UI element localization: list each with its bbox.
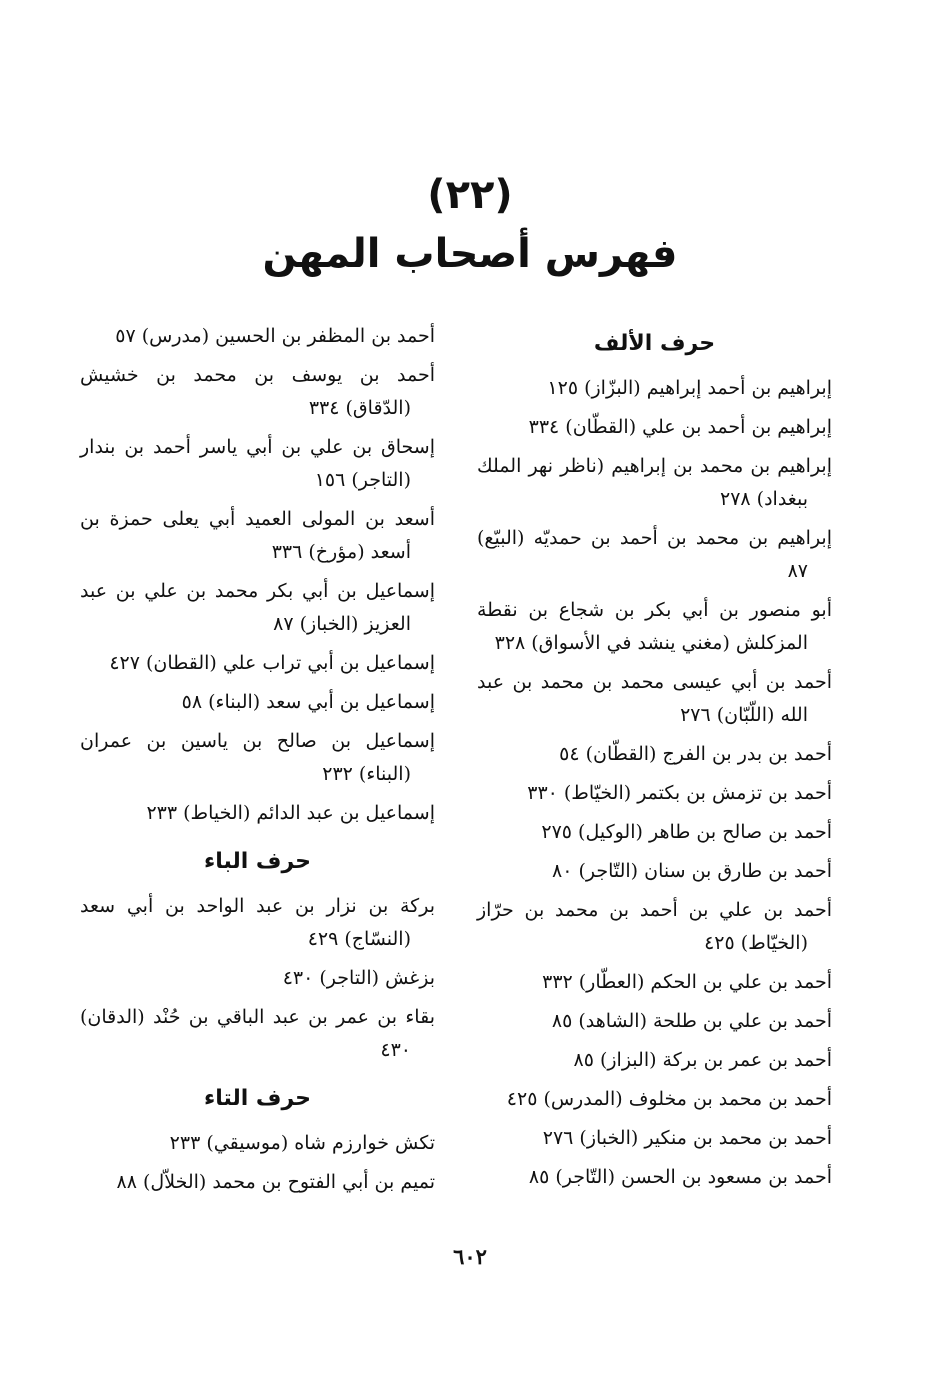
- index-entry: بركة بن نزار بن عبد الواحد بن أبي سعد (النسّاج) ٤٢٩: [80, 895, 435, 950]
- index-entry: إبراهيم بن محمد بن أحمد بن حمديّه (البيّع) ٨٧: [477, 527, 832, 582]
- index-entry: أحمد بن بدر بن الفرج (القطّان) ٥٤: [559, 743, 832, 765]
- chapter-number: (٢٢): [427, 172, 513, 218]
- index-entry: بقاء بن عمر بن عبد الباقي بن حُنْد (الدقان) ٤٣٠: [80, 1006, 435, 1061]
- section-heading-alif: حرف الألف: [593, 331, 716, 356]
- index-entry: أحمد بن تزمش بن بكتمر (الخيّاط) ٣٣٠: [527, 782, 832, 804]
- index-entry: إسحاق بن علي بن أبي ياسر أحمد بن بندار (التاجر) ١٥٦: [80, 436, 435, 491]
- section-heading-baa: حرف الباء: [203, 849, 312, 874]
- index-entry: أحمد بن محمد بن منكير (الخباز) ٢٧٦: [542, 1127, 832, 1149]
- index-entry: أحمد بن علي بن الحكم (العطّار) ٣٣٢: [542, 971, 832, 993]
- index-entry: تكش خوارزم شاه (موسيقي) ٢٣٣: [169, 1132, 435, 1154]
- page-title: فهرس أصحاب المهن: [262, 231, 678, 277]
- index-entry: إسماعيل بن أبي بكر محمد بن علي بن عبد العزيز (الخباز) ٨٧: [80, 580, 435, 635]
- index-entry: أحمد بن مسعود بن الحسن (التّاجر) ٨٥: [528, 1166, 832, 1188]
- index-entry: أحمد بن طارق بن سنان (التّاجر) ٨٠: [551, 860, 832, 882]
- index-entry: تميم بن أبي الفتوح بن محمد (الخلاّل) ٨٨: [116, 1171, 435, 1193]
- index-entry: إسماعيل بن أبي سعد (البناء) ٥٨: [181, 691, 435, 713]
- index-entry: أحمد بن محمد بن مخلوف (المدرس) ٤٢٥: [506, 1088, 832, 1110]
- index-entry: أحمد بن أبي عيسى محمد بن محمد بن عبد الله (اللّبّان) ٢٧٦: [477, 671, 832, 726]
- index-entry: أحمد بن المظفر بن الحسين (مدرس) ٥٧: [115, 325, 435, 347]
- index-entry: إبراهيم بن محمد بن إبراهيم (ناظر نهر الملك ببغداد) ٢٧٨: [477, 455, 832, 510]
- index-entry: أحمد بن يوسف بن محمد بن خشيش (الدّقاق) ٣٣٤: [80, 364, 435, 419]
- left-column: [80, 320, 435, 1205]
- index-entry: إسماعيل بن عبد الدائم (الخياط) ٢٣٣: [146, 802, 435, 824]
- section-heading-taa: حرف التاء: [203, 1086, 312, 1111]
- index-entry: إبراهيم بن أحمد إبراهيم (البزّاز) ١٢٥: [547, 377, 832, 399]
- index-entry: إسماعيل بن صالح بن ياسين بن عمران (البناء) ٢٣٢: [80, 730, 435, 785]
- index-entry: أحمد بن علي بن أحمد بن محمد بن حرّاز (الخيّاط) ٤٢٥: [477, 899, 832, 954]
- index-entry: أحمد بن صالح بن طاهر (الوكيل) ٢٧٥: [541, 821, 832, 843]
- index-entry: بزغش (التاجر) ٤٣٠: [282, 967, 435, 989]
- index-entry: أسعد بن المولى العميد أبي يعلى حمزة بن أسعد (مؤرخ) ٣٣٦: [80, 508, 435, 563]
- right-column: [477, 320, 832, 1200]
- index-entry: إبراهيم بن أحمد بن علي (القطّان) ٣٣٤: [528, 416, 832, 438]
- index-entry: أحمد بن علي بن طلحة (الشاهد) ٨٥: [551, 1010, 832, 1032]
- index-entry: أحمد بن عمر بن بركة (البزاز) ٨٥: [573, 1049, 832, 1071]
- index-entry: أبو منصور بن أبي بكر بن شجاع بن نقطة المزكلش (مغني ينشد في الأسواق) ٣٢٨: [477, 599, 832, 654]
- page-number: ٦٠٢: [453, 1244, 487, 1269]
- index-entry: إسماعيل بن أبي تراب علي (القطان) ٤٢٧: [109, 652, 435, 674]
